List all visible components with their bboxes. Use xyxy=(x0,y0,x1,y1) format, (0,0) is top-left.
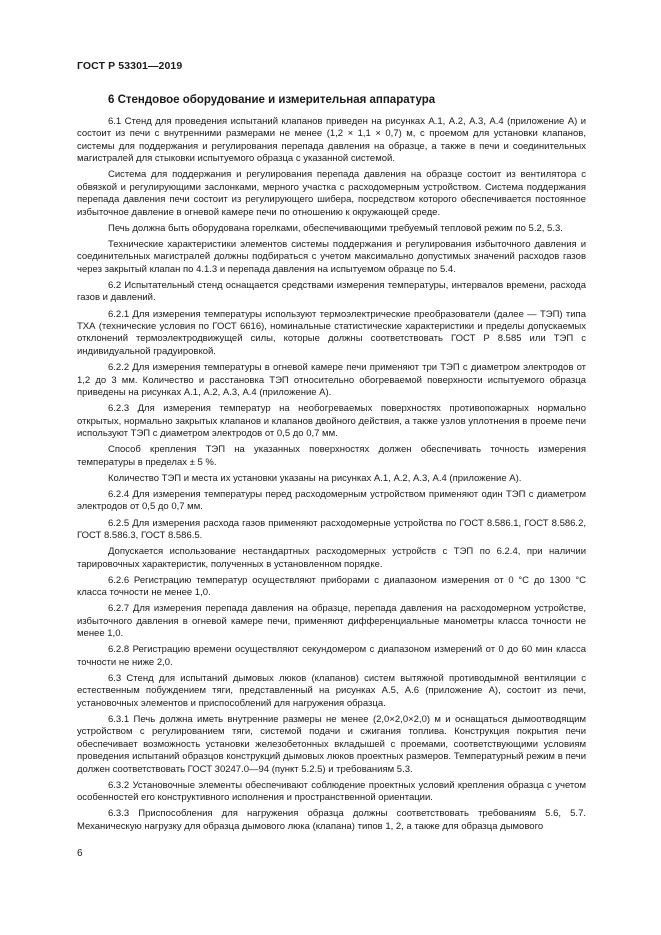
paragraph: Количество ТЭП и места их установки указаны на рисунках А.1, А.2, А.3, А.4 (приложение А). xyxy=(108,472,522,484)
paragraph: Система для поддержания и регулирования перепада давления на образце состоит из вентилятора с обвязкой и регулирующими заслонками, мерного участка с расходомерным устройством. Система поддержания перепада давления печи состоит из регулирующего шибера, посредством которого обеспечивается постоянное избыточное давление в огневой камере печи по отношению к окружающей среде. xyxy=(77,169,586,218)
paragraph: 6.2.2 Для измерения температуры в огневой камере печи применяют три ТЭП с диаметром электродов от 1,2 до 3 мм. Количество и расстановка ТЭП относительно обогреваемой поверхности испытуемого образца приведены на рисунках А.1, А.2, А.3, А.4 (приложение А). xyxy=(77,362,586,398)
paragraph: Печь должна быть оборудована горелками, обеспечивающими требуемый тепловой режим по 5.2, 5.3. xyxy=(108,222,563,234)
paragraph: 6.3 Стенд для испытаний дымовых люков (клапанов) систем вытяжной противодымной вентиляции с естественным побуждением тяги, представленный на рисунках А.5, А.6 (приложение А), состоит из печи, установочных элементов и приспособлений для нагружения образца. xyxy=(77,673,586,709)
paragraph: Допускается использование нестандартных расходомерных устройств с ТЭП по 6.2.4, при наличии тарировочных характеристик, полученных в установленном порядке. xyxy=(77,546,586,570)
paragraph: 6.2.6 Регистрацию температур осуществляют приборами с диапазоном измерения от 0 °С до 1300 °С класса точности не менее 1,0. xyxy=(77,574,586,599)
paragraph: 6.2.4 Для измерения температуры перед расходомерным устройством применяют один ТЭП с диаметром электродов от 0,5 до 0,7 мм. xyxy=(77,488,586,513)
document-body xyxy=(77,116,586,837)
page-number: 6 xyxy=(77,848,83,859)
paragraph: 6.2.1 Для измерения температуры используют термоэлектрические преобразователи (далее — ТЭП) типа ТХА (технические условия по ГОСТ 6616), номинальные статистические характеристики и пределы допускаемых отклонений термоэлектродвижущей силы, которые должны соответствовать ГОСТ Р 8.585 или ТЭП с индивидуальной градуировкой. xyxy=(77,308,586,357)
paragraph: 6.2 Испытательный стенд оснащается средствами измерения температуры, интервалов времени, расхода газов и давлений. xyxy=(77,280,586,304)
paragraph: 6.3.2 Установочные элементы обеспечивают соблюдение проектных условий крепления образца с учетом особенностей его конструктивного исполнения и пространственной ориентации. xyxy=(77,779,586,804)
paragraph: 6.1 Стенд для проведения испытаний клапанов приведен на рисунках А.1, А.2, А.3, А.4 (приложение А) и состоит из печи с внутренними размерами не менее (1,2 × 1,1 × 0,7) м, с проемом для установки клапанов, системы для поддержания и регулирования перепада давления на образце, а также в печи и соединительных магистралей для стыковки испытуемого образца с указанной системой. xyxy=(77,116,586,165)
paragraph: Технические характеристики элементов системы поддержания и регулирования избыточного давления и соединительных магистралей должны подбираться с учетом максимально допустимых значений расходов газов через закрытый клапан по 4.1.3 и перепада давления на испытуемом образце по 5.4. xyxy=(77,239,586,275)
document-header: ГОСТ Р 53301—2019 xyxy=(77,60,183,72)
section-title: 6 Стендовое оборудование и измерительная аппаратура xyxy=(108,94,436,106)
paragraph: 6.3.1 Печь должна иметь внутренние размеры не менее (2,0×2,0×2,0) м и оснащаться дымоотводящим устройством с регулированием тяги, системой подачи и сжигания топлива. Конструкция покрытия печи обеспечивает возможность установки железобетонных вкладышей с проемами, соответствующими условиям проведения испытаний образцов конструкций дымовых люков проектных размеров. Температурный режим в печи должен соответствовать ГОСТ 30247.0—94 (пункт 5.2.5) и требованиям 5.3. xyxy=(77,714,586,775)
paragraph: 6.2.8 Регистрацию времени осуществляют секундомером с диапазоном измерений от 0 до 60 мин класса точности не ниже 2,0. xyxy=(77,644,586,668)
paragraph: Способ крепления ТЭП на указанных поверхностях должен обеспечивать точность измерения температуры в пределах ± 5 %. xyxy=(77,444,586,468)
paragraph: 6.2.7 Для измерения перепада давления на образце, перепада давления на расходомерном устройстве, избыточного давления в огневой камере печи, применяют дифференциальные манометры класса точности не менее 1,0. xyxy=(77,603,586,640)
paragraph: 6.2.5 Для измерения расхода газов применяют расходомерные устройства по ГОСТ 8.586.1, ГОСТ 8.586.2, ГОСТ 8.586.3, ГОСТ 8.586.5. xyxy=(77,517,586,541)
paragraph: 6.3.3 Приспособления для нагружения образца должны соответствовать требованиям 5.6, 5.7. Механическую нагрузку для образца дымового люка (клапана) типов 1, 2, а также для образца дымового xyxy=(77,808,586,832)
paragraph: 6.2.3 Для измерения температур на необогреваемых поверхностях противопожарных нормально открытых, нормально закрытых клапанов и клапанов двойного действия, а также узлов уплотнения в проеме печи используют ТЭП с диаметром электродов от 0,5 до 0,7 мм. xyxy=(77,403,586,439)
